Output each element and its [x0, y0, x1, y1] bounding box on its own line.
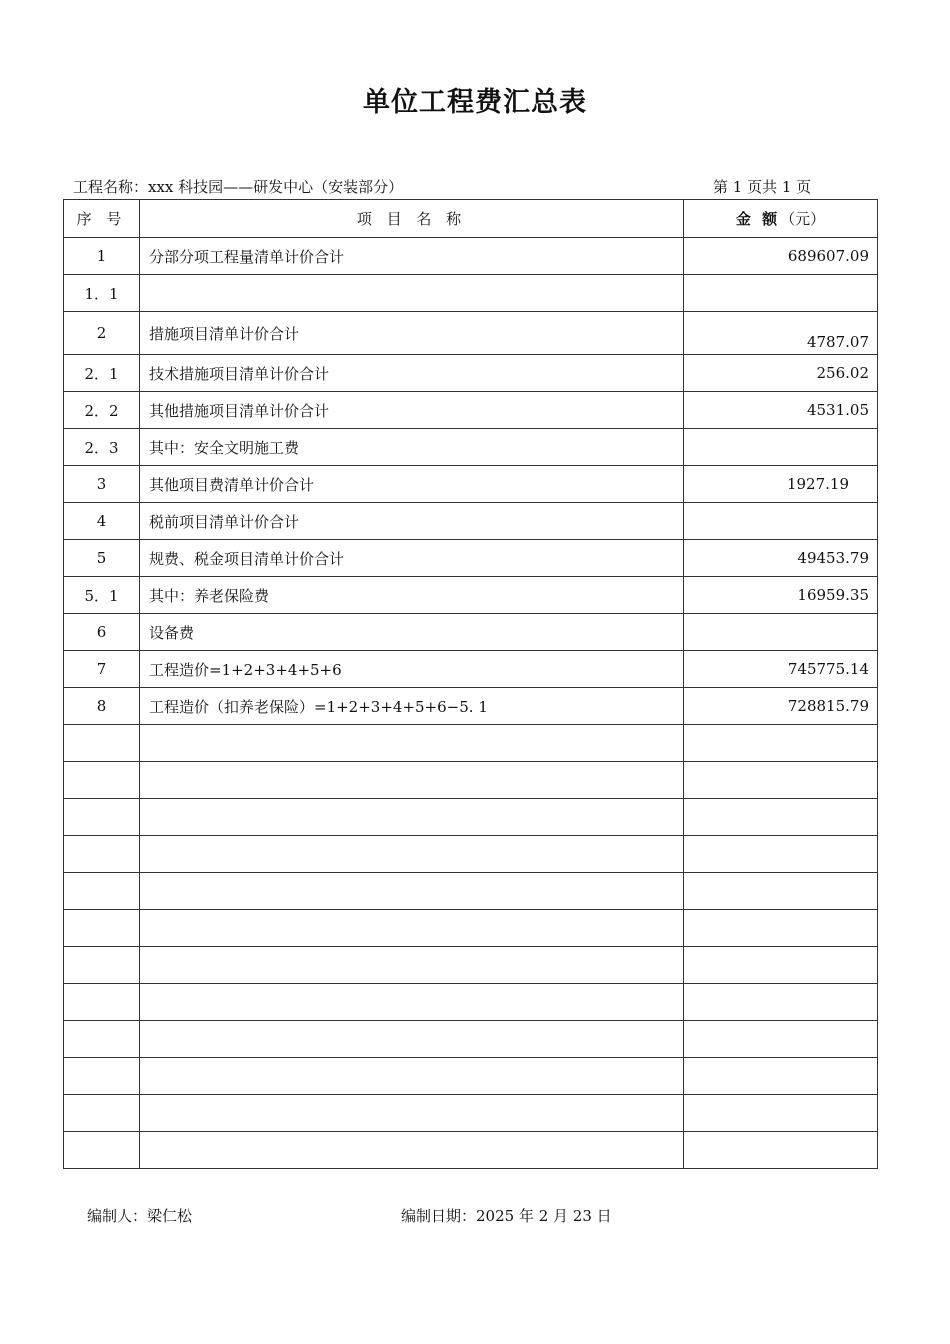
table-row [64, 275, 878, 312]
empty-cell [140, 1132, 684, 1169]
empty-row [64, 947, 878, 984]
row-name: 设备费 [140, 614, 684, 651]
empty-cell [64, 873, 140, 910]
row-amount [684, 429, 878, 466]
empty-cell [140, 910, 684, 947]
table-row [64, 355, 878, 392]
empty-cell [64, 947, 140, 984]
header-amount [684, 200, 878, 238]
empty-cell [64, 1058, 140, 1095]
row-amount: 4531.05 [684, 392, 878, 429]
empty-cell [64, 836, 140, 873]
empty-cell [140, 984, 684, 1021]
row-name: 技术措施项目清单计价合计 [140, 355, 684, 392]
empty-cell [684, 1058, 878, 1095]
row-name: 其中：养老保险费 [140, 577, 684, 614]
table-row [64, 540, 878, 577]
empty-cell [684, 1132, 878, 1169]
empty-cell [684, 799, 878, 836]
empty-cell [64, 1132, 140, 1169]
empty-row [64, 762, 878, 799]
header-seq: 序 号 [64, 200, 140, 238]
page-info: 第 1 页共 1 页 [713, 178, 812, 196]
row-seq: 2．1 [64, 355, 140, 392]
row-amount: 49453.79 [684, 540, 878, 577]
table-row [64, 688, 878, 725]
empty-cell [64, 762, 140, 799]
row-name: 其中：安全文明施工费 [140, 429, 684, 466]
empty-cell [684, 873, 878, 910]
row-seq: 2．3 [64, 429, 140, 466]
row-name: 税前项目清单计价合计 [140, 503, 684, 540]
row-seq: 1．1 [64, 275, 140, 312]
empty-row [64, 725, 878, 762]
table-row [64, 238, 878, 275]
row-seq: 1 [64, 238, 140, 275]
row-seq: 8 [64, 688, 140, 725]
row-seq: 5 [64, 540, 140, 577]
row-seq: 2．2 [64, 392, 140, 429]
empty-cell [140, 1021, 684, 1058]
row-name: 其他措施项目清单计价合计 [140, 392, 684, 429]
table-row [64, 577, 878, 614]
empty-row [64, 1095, 878, 1132]
row-name: 规费、税金项目清单计价合计 [140, 540, 684, 577]
summary-table [63, 199, 878, 1169]
row-seq: 2 [64, 312, 140, 355]
row-seq: 5．1 [64, 577, 140, 614]
empty-cell [140, 873, 684, 910]
row-amount [684, 614, 878, 651]
header-name: 项 目 名 称 [140, 200, 684, 238]
row-amount: 16959.35 [684, 577, 878, 614]
empty-cell [64, 1095, 140, 1132]
empty-cell [64, 799, 140, 836]
empty-cell [64, 725, 140, 762]
empty-cell [684, 1095, 878, 1132]
empty-cell [140, 836, 684, 873]
empty-row [64, 1058, 878, 1095]
empty-row [64, 836, 878, 873]
empty-row [64, 799, 878, 836]
row-amount: 689607.09 [684, 238, 878, 275]
empty-cell [684, 910, 878, 947]
row-seq: 3 [64, 466, 140, 503]
empty-row [64, 910, 878, 947]
empty-cell [64, 910, 140, 947]
row-amount [684, 275, 878, 312]
empty-cell [64, 1021, 140, 1058]
table-header-row [64, 200, 878, 238]
table-row [64, 312, 878, 355]
header-amount-unit: （元） [780, 210, 826, 228]
page-title: 单位工程费汇总表 [363, 87, 587, 118]
table-row [64, 503, 878, 540]
empty-cell [684, 836, 878, 873]
row-amount: 1927.19 [684, 466, 878, 503]
empty-cell [684, 947, 878, 984]
table-row [64, 429, 878, 466]
row-name: 工程造价=1+2+3+4+5+6 [140, 651, 684, 688]
row-name: 其他项目费清单计价合计 [140, 466, 684, 503]
empty-cell [140, 1095, 684, 1132]
empty-row [64, 873, 878, 910]
row-amount: 256.02 [684, 355, 878, 392]
header-amount-label: 金 额 [735, 210, 781, 228]
empty-cell [64, 984, 140, 1021]
empty-cell [140, 1058, 684, 1095]
row-amount [684, 503, 878, 540]
row-amount: 745775.14 [684, 651, 878, 688]
prepared-date: 编制日期：2025 年 2 月 23 日 [401, 1207, 612, 1225]
empty-cell [684, 725, 878, 762]
row-amount: 728815.79 [684, 688, 878, 725]
empty-cell [684, 1021, 878, 1058]
empty-cell [140, 762, 684, 799]
row-name: 工程造价（扣养老保险）=1+2+3+4+5+6−5. 1 [140, 688, 684, 725]
row-amount: 4787.07 [684, 312, 878, 355]
table-row [64, 466, 878, 503]
empty-cell [140, 725, 684, 762]
table-row [64, 392, 878, 429]
empty-cell [140, 947, 684, 984]
row-name: 措施项目清单计价合计 [140, 312, 684, 355]
row-seq: 7 [64, 651, 140, 688]
table-row [64, 651, 878, 688]
empty-cell [684, 984, 878, 1021]
row-name [140, 275, 684, 312]
empty-row [64, 1021, 878, 1058]
preparer: 编制人：梁仁松 [87, 1207, 193, 1225]
table-row [64, 614, 878, 651]
empty-cell [684, 762, 878, 799]
row-name: 分部分项工程量清单计价合计 [140, 238, 684, 275]
project-name: 工程名称：xxx 科技园——研发中心（安装部分） [73, 178, 404, 196]
empty-cell [140, 799, 684, 836]
empty-row [64, 984, 878, 1021]
empty-row [64, 1132, 878, 1169]
row-seq: 4 [64, 503, 140, 540]
row-seq: 6 [64, 614, 140, 651]
